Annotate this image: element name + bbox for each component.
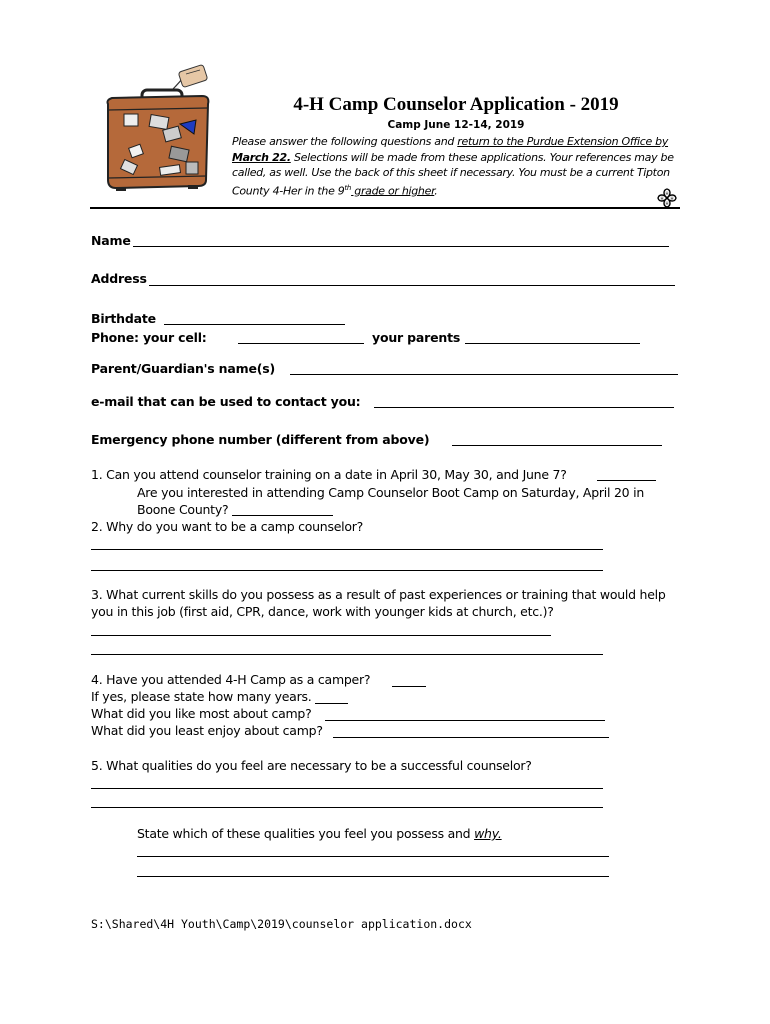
question-1b-line1: Are you interested in attending Camp Counselor Boot Camp on Saturday, April 20 in bbox=[137, 485, 644, 500]
header-divider bbox=[90, 207, 680, 209]
ordinal-suffix: th bbox=[344, 183, 352, 192]
question-1b-answer[interactable] bbox=[232, 515, 333, 516]
question-5b-why: why. bbox=[474, 826, 502, 841]
cell-phone-label: Phone: your cell: bbox=[91, 330, 207, 345]
parents-phone-field[interactable] bbox=[465, 343, 640, 344]
svg-text:H: H bbox=[670, 196, 674, 201]
question-3-line2: you in this job (first aid, CPR, dance, work with younger kids at church, etc.)? bbox=[91, 604, 554, 619]
question-2: 2. Why do you want to be a camp counselor? bbox=[91, 519, 364, 534]
question-3-line1: 3. What current skills do you possess as a result of past experiences or training that would help bbox=[91, 587, 666, 602]
question-5b bbox=[137, 826, 502, 841]
email-label: e-mail that can be used to contact you: bbox=[91, 394, 361, 409]
question-4-answer[interactable] bbox=[392, 686, 426, 687]
question-5b-text: State which of these qualities you feel you possess and bbox=[137, 826, 475, 841]
email-field[interactable] bbox=[374, 407, 674, 408]
question-4c-answer[interactable] bbox=[333, 737, 609, 738]
question-4b-answer[interactable] bbox=[325, 720, 605, 721]
instructions bbox=[232, 134, 692, 199]
guardian-field[interactable] bbox=[290, 374, 678, 375]
instructions-text: Please answer the following questions and bbox=[232, 135, 458, 148]
emergency-phone-field[interactable] bbox=[452, 445, 662, 446]
page-title: 4-H Camp Counselor Application - 2019 bbox=[293, 94, 619, 115]
question-4b: What did you like most about camp? bbox=[91, 706, 312, 721]
question-4a-answer[interactable] bbox=[315, 703, 348, 704]
birthdate-label: Birthdate bbox=[91, 311, 156, 326]
birthdate-field[interactable] bbox=[164, 324, 345, 325]
cell-phone-field[interactable] bbox=[238, 343, 364, 344]
address-label: Address bbox=[91, 271, 147, 286]
question-2-answer-line-2[interactable] bbox=[91, 570, 603, 571]
svg-text:H: H bbox=[660, 196, 664, 201]
parents-phone-label: your parents bbox=[372, 330, 461, 345]
name-field[interactable] bbox=[133, 246, 669, 247]
question-3-answer-line-1[interactable] bbox=[91, 635, 551, 636]
question-4: 4. Have you attended 4-H Camp as a camper? bbox=[91, 672, 371, 687]
guardian-label: Parent/Guardian's name(s) bbox=[91, 361, 275, 376]
question-1: 1. Can you attend counselor training on a date in April 30, May 30, and June 7? bbox=[91, 467, 567, 482]
question-4c: What did you least enjoy about camp? bbox=[91, 723, 323, 738]
instructions-return: return to the Purdue Extension Office by bbox=[457, 135, 669, 148]
question-5-answer-line-1[interactable] bbox=[91, 788, 603, 789]
name-label: Name bbox=[91, 233, 131, 248]
question-5b-answer-line-2[interactable] bbox=[137, 876, 609, 877]
question-5: 5. What qualities do you feel are necessary to be a successful counselor? bbox=[91, 758, 532, 773]
emergency-phone-label: Emergency phone number (different from above) bbox=[91, 432, 430, 447]
instructions-period: . bbox=[434, 184, 438, 198]
question-5-answer-line-2[interactable] bbox=[91, 807, 603, 808]
svg-text:H: H bbox=[665, 201, 669, 206]
grade-requirement: grade or higher bbox=[351, 184, 435, 198]
question-3-answer-line-2[interactable] bbox=[91, 654, 603, 655]
question-1-answer[interactable] bbox=[597, 480, 656, 481]
question-5b-answer-line-1[interactable] bbox=[137, 856, 609, 857]
instructions-text-2: Selections will be made from these applications. Your references may be called, as well. Use the back of this sheet if necessary. You must be a current Tipton County 4-Her in the 9 bbox=[232, 150, 674, 198]
address-field[interactable] bbox=[149, 285, 675, 286]
deadline: March 22. bbox=[232, 150, 291, 164]
question-4a: If yes, please state how many years. bbox=[91, 689, 312, 704]
camp-dates: Camp June 12-14, 2019 bbox=[387, 119, 525, 131]
suitcase-illustration bbox=[100, 62, 218, 192]
question-2-answer-line-1[interactable] bbox=[91, 549, 603, 550]
file-path-footer: S:\Shared\4H Youth\Camp\2019\counselor application.docx bbox=[91, 917, 472, 931]
question-1b-line2: Boone County? bbox=[137, 502, 229, 517]
svg-text:H: H bbox=[665, 191, 669, 196]
